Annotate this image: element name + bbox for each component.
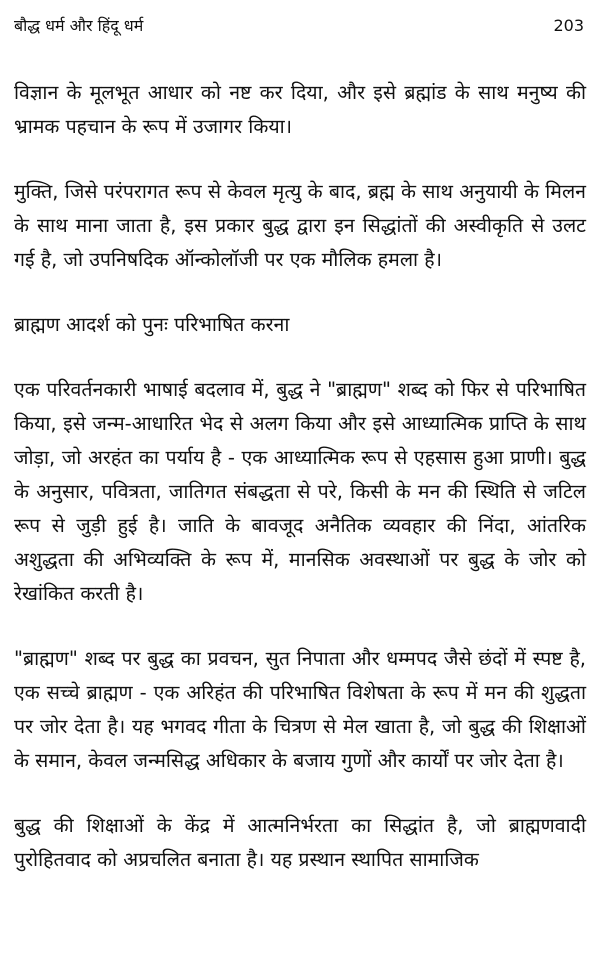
- section-heading: ब्राह्मण आदर्श को पुनः परिभाषित करना: [14, 313, 290, 336]
- running-header: [14, 14, 584, 40]
- paragraph-3: एक परिवर्तनकारी भाषाई बदलाव में, बुद्ध ने "ब्राह्मण" शब्द को फिर से परिभाषित किया, इसे जन्म-आधारित भेद से अलग किया और इसे आध्यात्मिक प्राप्ति के साथ जोड़ा, जो अरहंत का पर्याय है - एक आध्यात्मिक रूप से एहसास हुआ प्राणी। बुद्ध के अनुसार, पवित्रता, जातिगत संबद्धता से परे, किसी के मन की स्थिति से जटिल रूप से जुड़ी हुई है। जाति के बावजूद अनैतिक व्यवहार की निंदा, आंतरिक अशुद्धता की अभिव्यक्ति के रूप में, मानसिक अवस्थाओं पर बुद्ध के जोर को रेखांकित करती है।: [14, 378, 586, 605]
- paragraph-1: विज्ञान के मूलभूत आधार को नष्ट कर दिया, और इसे ब्रह्मांड के साथ मनुष्य की भ्रामक पहचान के रूप में उजागर किया।: [14, 81, 586, 138]
- running-title: बौद्ध धर्म और हिंदू धर्म: [14, 16, 144, 35]
- page-number: 203: [553, 16, 584, 35]
- page-body: [14, 76, 586, 908]
- paragraph-5: बुद्ध की शिक्षाओं के केंद्र में आत्मनिर्भरता का सिद्धांत है, जो ब्राह्मणवादी पुरोहितवाद को अप्रचलित बनाता है। यह प्रस्थान स्थापित सामाजिक: [14, 814, 586, 871]
- paragraph-2: मुक्ति, जिसे परंपरागत रूप से केवल मृत्यु के बाद, ब्रह्म के साथ अनुयायी के मिलन के साथ माना जाता है, इस प्रकार बुद्ध द्वारा इन सिद्धांतों की अस्वीकृति से उलट गई है, जो उपनिषदिक ऑन्कोलॉजी पर एक मौलिक हमला है।: [14, 180, 587, 271]
- paragraph-4: "ब्राह्मण" शब्द पर बुद्ध का प्रवचन, सुत निपाता और धम्मपद जैसे छंदों में स्पष्ट है, एक सच्चे ब्राह्मण - एक अरिहंत की परिभाषित विशेषता के रूप में मन की शुद्धता पर जोर देता है। यह भगवद गीता के चित्रण से मेल खाता है, जो बुद्ध की शिक्षाओं के समान, केवल जन्मसिद्ध अधिकार के बजाय गुणों और कार्यों पर जोर देता है।: [14, 647, 586, 772]
